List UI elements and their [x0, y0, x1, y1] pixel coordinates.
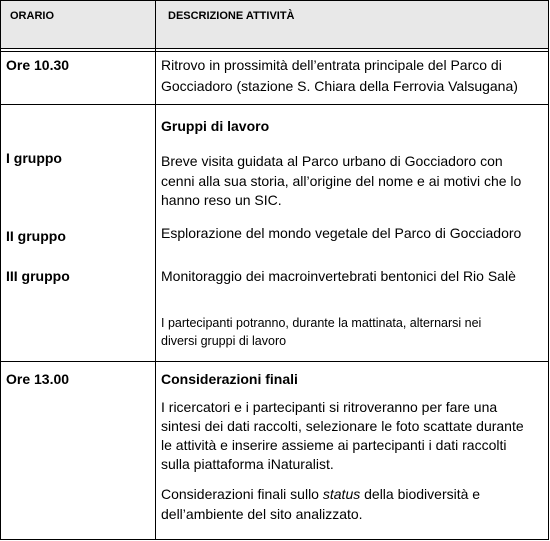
- group1-desc-line: Breve visita guidata al Parco urbano di Gocciadoro con: [161, 153, 503, 169]
- row1-time: Ore 10.30: [6, 57, 70, 73]
- header-separator: [1, 48, 548, 49]
- group3-desc: Monitoraggio dei macroinvertebrati bentonici del Rio Salè: [161, 268, 516, 284]
- group2-label: II gruppo: [6, 228, 66, 244]
- groups-note-line: diversi gruppi di lavoro: [161, 334, 287, 348]
- group1-desc-line: cenni alla sua storia, all’origine del nome e ai motivi che lo: [161, 173, 522, 189]
- row3-para1-line: le attività e inserire assieme ai partecipanti i dati raccolti: [161, 437, 507, 453]
- row3-para1-line: I ricercatori e i partecipanti si ritroveranno per fare una: [161, 399, 498, 415]
- para2-text-a: Considerazioni finali sullo: [161, 486, 323, 502]
- para2-text-c: della biodiversità e: [360, 486, 481, 502]
- column-divider: [155, 1, 156, 539]
- row2-title: Gruppi di lavoro: [161, 118, 270, 134]
- para2-status-italic: status: [322, 486, 361, 502]
- row1-desc-line: Gocciadoro (stazione S. Chiara della Ferrovia Valsugana): [161, 78, 518, 94]
- group2-desc: Esplorazione del mondo vegetale del Parco di Gocciadoro: [161, 225, 522, 241]
- group1-label: I gruppo: [6, 150, 62, 166]
- row3-time: Ore 13.00: [6, 371, 70, 387]
- row-separator: [1, 361, 548, 362]
- row3-para2-line: dell’ambiente del sito analizzato.: [161, 506, 363, 522]
- row3-para2-line: [161, 485, 480, 504]
- group1-desc-line: hanno reso un SIC.: [161, 192, 282, 208]
- groups-note-line: I partecipanti potranno, durante la mattinata, alternarsi nei: [161, 316, 482, 330]
- row3-para1-line: sintesi dei dati raccolti, selezionare le foto scattate durante: [161, 418, 524, 434]
- row3-para1-line: sulla piattaforma iNaturalist.: [161, 456, 334, 472]
- header-orario: ORARIO: [10, 10, 54, 22]
- row-separator: [1, 104, 548, 105]
- row3-title: Considerazioni finali: [161, 371, 298, 387]
- row1-desc-line: Ritrovo in prossimità dell’entrata principale del Parco di: [161, 57, 502, 73]
- group3-label: III gruppo: [6, 268, 70, 284]
- header-descrizione: DESCRIZIONE ATTIVITÀ: [168, 10, 295, 22]
